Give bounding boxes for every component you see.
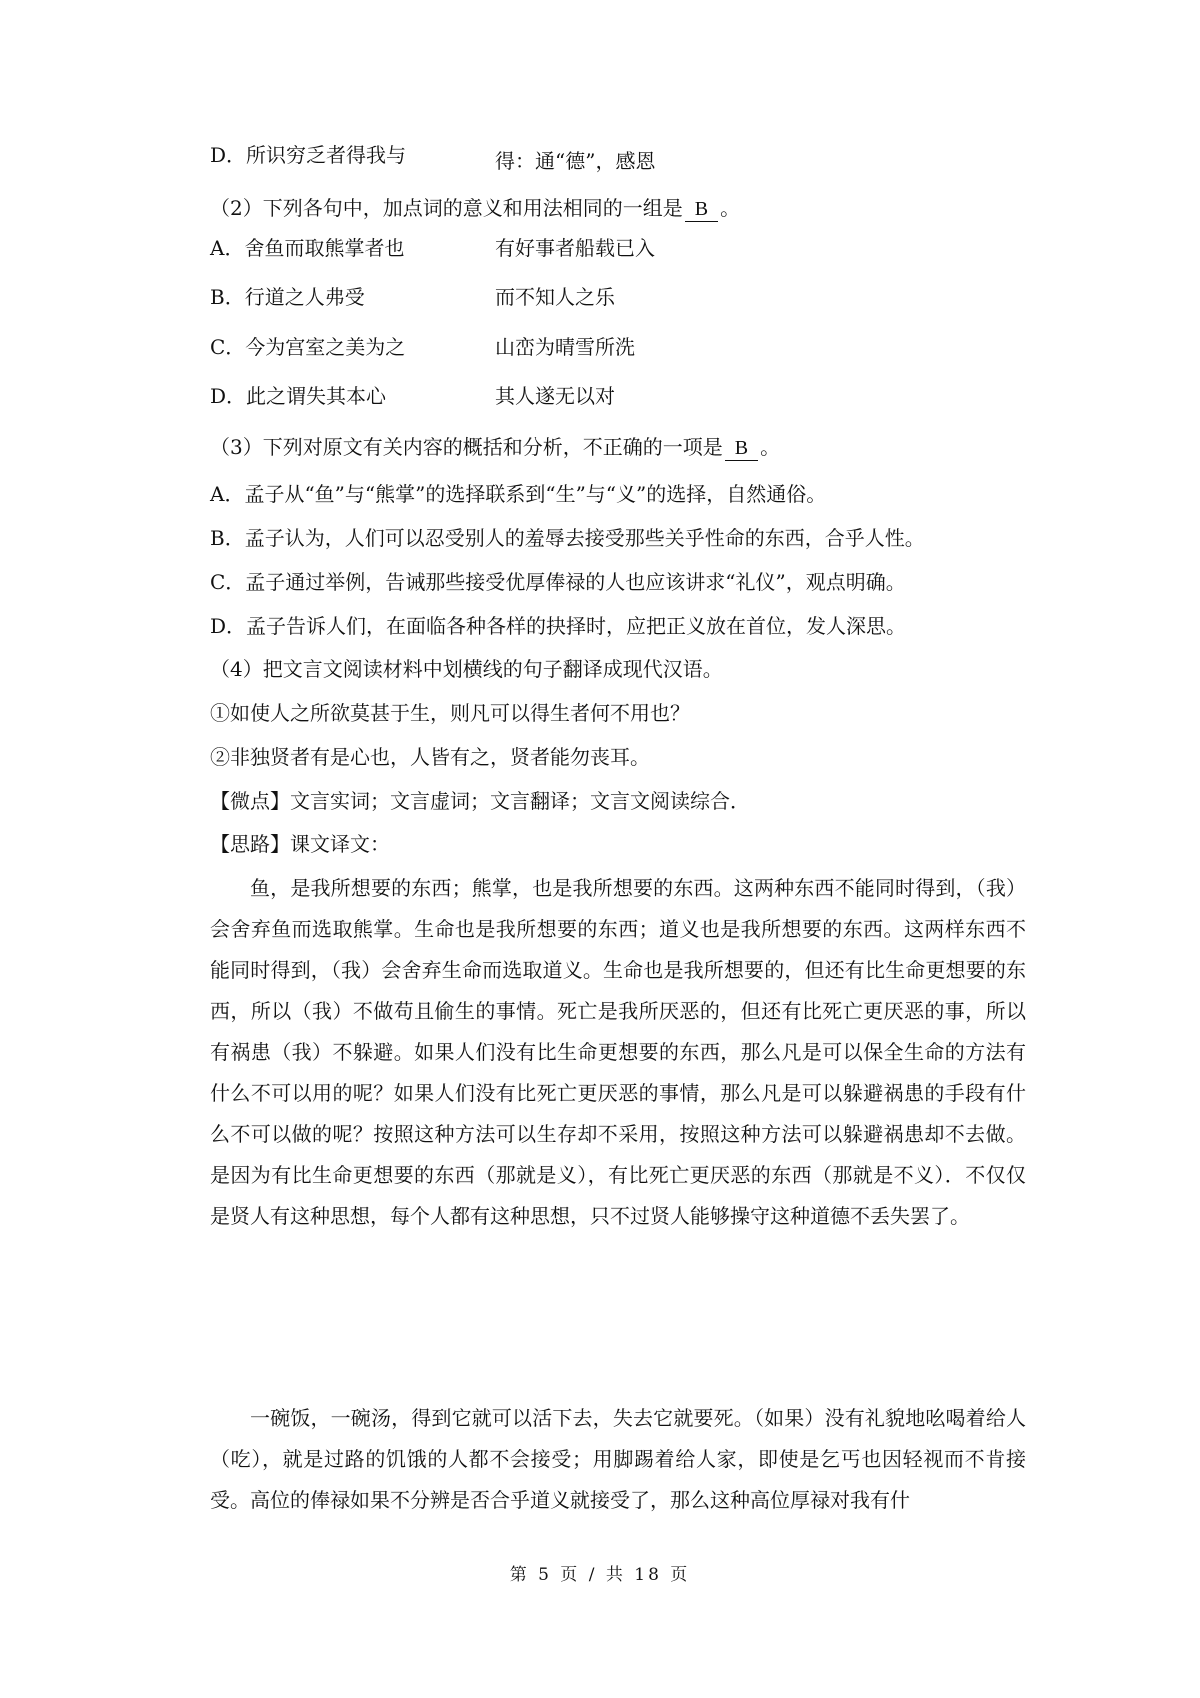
q4-item-2: ②非独贤者有是心也，人皆有之，贤者能勿丧耳。 (210, 745, 650, 769)
q1-option-d-gloss: 得：通“德”，感恩 (495, 149, 656, 173)
q3-stem-text: （3）下列对原文有关内容的概括和分析，不正确的一项是 (210, 435, 723, 459)
q2-option-c-right: 山峦为晴雪所洗 (495, 335, 635, 359)
q3-option-c: C．孟子通过举例，告诫那些接受优厚俸禄的人也应该讲求“礼仪”，观点明确。 (210, 570, 906, 594)
q2-answer: B (685, 197, 718, 222)
q2-option-a-right: 有好事者船载已入 (495, 236, 655, 260)
q2-option-a: A．舍鱼而取熊掌者也 (210, 236, 405, 260)
q3-answer: B (725, 436, 758, 461)
translation-paragraph-1: 鱼，是我所想要的东西；熊掌，也是我所想要的东西。这两种东西不能同时得到，（我）会舍弃鱼而选取熊掌。生命也是我所想要的东西；道义也是我所想要的东西。这两样东西不能同时得到，（我）会舍弃生命而选取道义。生命也是我所想要的，但还有比生命更想要的东西，所以（我）不做苟且偷生的事情。死亡是我所厌恶的，但还有比死亡更厌恶的事，所以有祸患（我）不躲避。如果人们没有比生命更想要的东西，那么凡是可以保全生命的方法有什么不可以用的呢？如果人们没有比死亡更厌恶的事情，那么凡是可以躲避祸患的手段有什么不可以做的呢？按照这种方法可以生存却不采用，按照这种方法可以躲避祸患却不去做。是因为有比生命更想要的东西（那就是义），有比死亡更厌恶的东西（那就是不义）．不仅仅是贤人有这种思想，每个人都有这种思想，只不过贤人能够操守这种道德不丢失罢了。 (210, 876, 1026, 1228)
translation-paragraph-2: 一碗饭，一碗汤，得到它就可以活下去，失去它就要死。（如果）没有礼貌地吆喝着给人（吃），就是过路的饥饿的人都不会接受；用脚踢着给人家，即使是乞丐也因轻视而不肯接受。高位的俸禄如果不分辨是否合乎道义就接受了，那么这种高位厚禄对我有什 (210, 1406, 1026, 1512)
q2-option-b: B．行道之人弗受 (210, 285, 365, 309)
q2-option-b-right: 而不知人之乐 (495, 285, 615, 309)
q1-option-d: D．所识穷乏者得我与 (210, 143, 407, 167)
q4-item-1: ①如使人之所欲莫甚于生，则凡可以得生者何不用也？ (210, 701, 690, 725)
q3-option-a: A．孟子从“鱼”与“熊掌”的选择联系到“生”与“义”的选择，自然通俗。 (210, 482, 827, 506)
q2-option-c: C．今为宫室之美为之 (210, 335, 406, 359)
q2-stem-end: 。 (720, 196, 741, 220)
page-footer: 第 5 页 / 共 18 页 (509, 1565, 691, 1585)
q3-option-d: D．孟子告诉人们，在面临各种各样的抉择时，应把正义放在首位，发人深思。 (210, 614, 907, 638)
q2-option-d-right: 其人遂无以对 (495, 384, 615, 408)
q2-option-d: D．此之谓失其本心 (210, 384, 387, 408)
q3-option-b: B．孟子认为，人们可以忍受别人的羞辱去接受那些关乎性命的东西，合乎人性。 (210, 526, 925, 550)
silu-label: 【思路】课文译文： (210, 832, 390, 856)
q4-stem: （4）把文言文阅读材料中划横线的句子翻译成现代汉语。 (210, 657, 723, 681)
q3-stem (210, 433, 780, 461)
q2-stem (210, 194, 740, 222)
q2-stem-text: （2）下列各句中，加点词的意义和用法相同的一组是 (210, 196, 683, 220)
q3-stem-end: 。 (760, 435, 781, 459)
weidian-label: 【微点】文言实词；文言虚词；文言翻译；文言文阅读综合． (210, 789, 750, 813)
